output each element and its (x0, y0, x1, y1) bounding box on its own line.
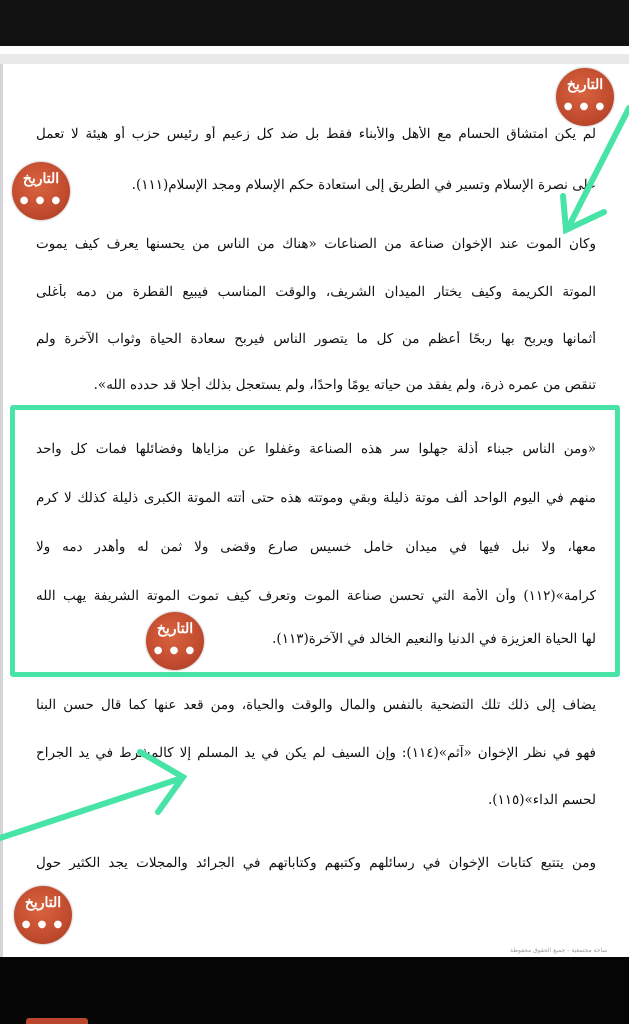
text-line-1: لم يكن امتشاق الحسام مع الأهل والأبناء فقط بل ضد كل زعيم أو رئيس حزب أو هيئة لا تعمل (36, 126, 596, 142)
stamp-dots: ● ● ● (153, 645, 197, 656)
next-stamp-peek (26, 1018, 88, 1024)
text-line-15: ومن يتتبع كتابات الإخوان في رسائلهم وكتبهم وكتاباتهم في الجرائد والمجلات يجد الكثير حول (36, 855, 596, 871)
text-line-12: يضاف إلى ذلك تلك التضحية بالنفس والمال والوقت والحياة، ومن قعد عنها كما قال حسن البنا (36, 697, 596, 713)
stamp-dots: ● ● ● (19, 195, 63, 206)
text-line-4: الموتة الكريمة وكيف يختار الميدان الشريف، والوقت المناسب فيبيع القطرة من دمه بأغلى (36, 284, 596, 300)
text-line-13: فهو في نظر الإخوان «آثم»(١١٤): وإن السيف لم يكن في يد المسلم إلا كالمشرط في يد الجراح (36, 745, 596, 761)
arrow-bottom-left-shaft (0, 778, 182, 838)
text-line-2: على نصرة الإسلام وتسير في الطريق إلى استعادة حكم الإسلام ومجد الإسلام(١١١). (131, 177, 596, 193)
stamp-dots: ● ● ● (21, 919, 65, 930)
page-watermark: ساحة مجتمعية - جميع الحقوق محفوظة (510, 947, 608, 954)
stamp-label: التاريخ (566, 77, 604, 93)
text-line-3: وكان الموت عند الإخوان صناعة من الصناعات «هناك من الناس من يحسنها يعرف كيف يموت (36, 236, 596, 252)
text-line-8: منهم في اليوم الواحد ألف موتة ذليلة وبقي وموتته هذه حتى أتته الموتة الكبرى ذليلة كذلك لا كرم (36, 490, 596, 506)
stamp-label: التاريخ (156, 621, 194, 637)
stamp-dots: ● ● ● (563, 101, 607, 112)
text-line-7: «ومن الناس جبناء أذلة جهلوا سر هذه الصناعة وغفلوا عن مزاياها وفضائلها فمات كل واحد (36, 441, 596, 457)
stamp-label: التاريخ (24, 895, 62, 911)
text-line-5: أثمانها ويربح بها ربحًا أعظم من كل ما يتصور الناس فيربح سعادة الحياة وثواب الآخرة ولم (36, 331, 596, 347)
arrow-top-right-shaft (568, 108, 629, 228)
text-line-11: لها الحياة العزيزة في الدنيا والنعيم الخالد في الآخرة(١١٣). (272, 631, 596, 647)
stamp-label: التاريخ (22, 171, 60, 187)
text-line-9: معها، ولا نبل فيها في ميدان خامل خسيس صارع وقضى ولا ثمن له وأهدر دمه ولا (36, 539, 596, 555)
text-line-10: كرامة»(١١٢) وأن الأمة التي تحسن صناعة الموت وتعرف كيف تموت الموتة الشريفة يهب الله (36, 588, 596, 604)
text-line-14: لحسم الداء»(١١٥). (487, 792, 596, 808)
text-line-6: تنقص من عمره ذرة، ولم يفقد من حياته يومًا واحدًا، ولم يستعجل بذلك أجلا قد حدده الله». (93, 377, 596, 393)
bottom-dark-band (0, 957, 629, 1024)
